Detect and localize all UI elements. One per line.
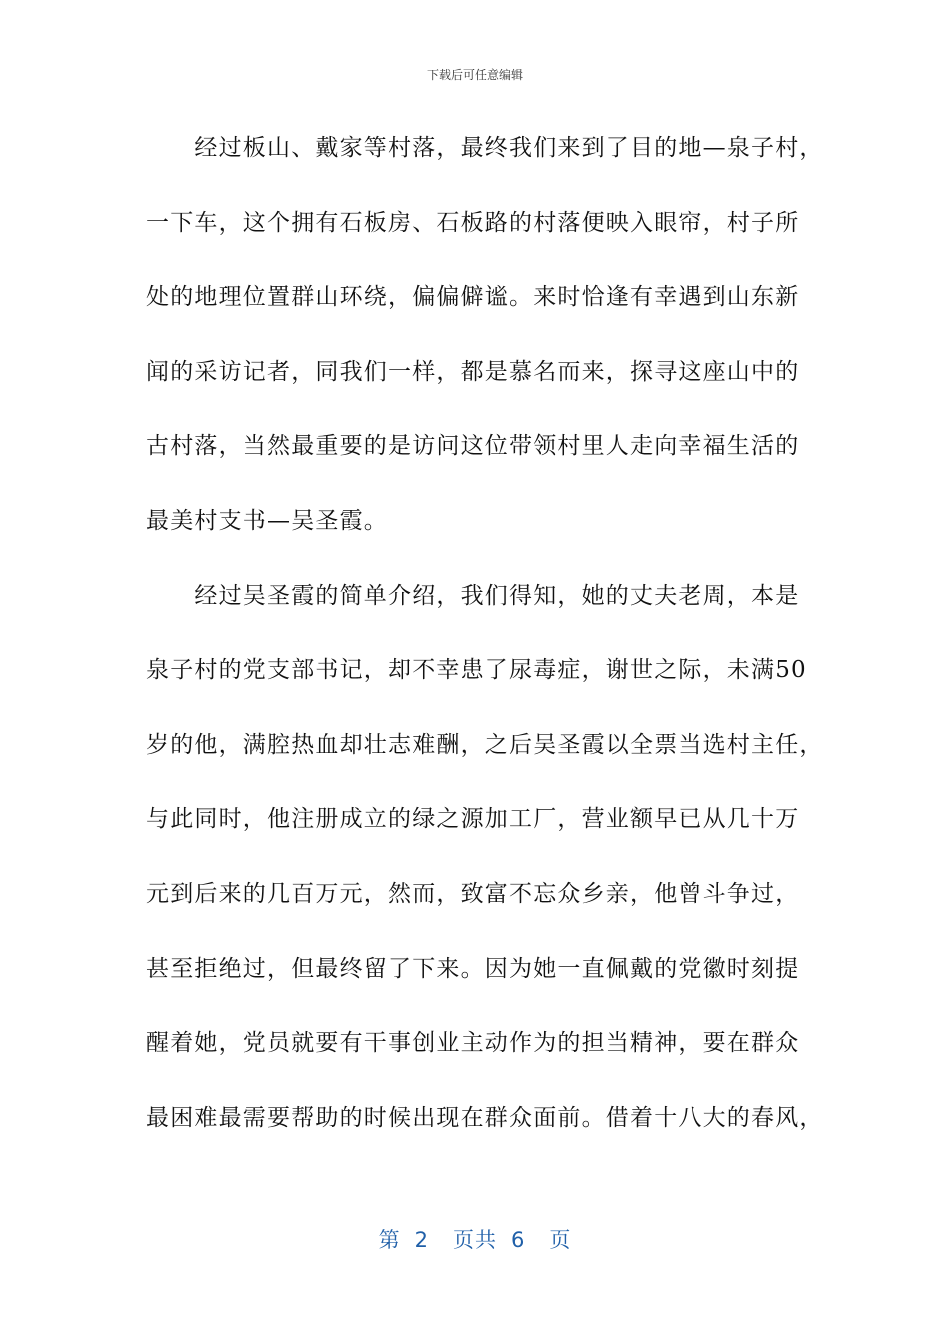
text-line: 处的地理位置群山环绕，偏偏僻谧。来时恰逢有幸遇到山东新 <box>146 284 800 311</box>
total-pages-number: 6 <box>511 1228 526 1252</box>
text-line: 岁的他，满腔热血却壮志难酬，之后吴圣霞以全票当选村主任， <box>146 731 824 758</box>
text-line: 闻的采访记者，同我们一样，都是慕名而来，探寻这座山中的 <box>146 358 800 385</box>
text-line: 最困难最需要帮助的时候出现在群众面前。借着十八大的春风， <box>146 1104 824 1131</box>
footer-suffix: 页 <box>549 1228 572 1252</box>
text-line: 经过板山、戴家等村落，最终我们来到了目的地—泉子村， <box>146 135 824 161</box>
document-body <box>146 128 824 1172</box>
text-line: 与此同时，他注册成立的绿之源加工厂，营业额早已从几十万 <box>146 806 800 833</box>
text-line: 醒着她，党员就要有干事创业主动作为的担当精神，要在群众 <box>146 1030 800 1057</box>
text-line: 经过吴圣霞的简单介绍，我们得知，她的丈夫老周，本是 <box>146 582 800 609</box>
text-line: 古村落，当然最重要的是访问这位带领村里人走向幸福生活的 <box>146 433 800 460</box>
text-line: 甚至拒绝过，但最终留了下来。因为她一直佩戴的党徽时刻提 <box>146 955 800 982</box>
footer-middle: 页共 <box>453 1228 497 1252</box>
footer-prefix: 第 <box>378 1228 401 1252</box>
text-line: 最美村支书—吴圣霞。 <box>146 507 388 534</box>
page-header-note: 下载后可任意编辑 <box>426 68 523 82</box>
page-number-footer <box>0 1224 950 1254</box>
text-line: 一下车，这个拥有石板房、石板路的村落便映入眼帘，村子所 <box>146 209 800 236</box>
text-line: 泉子村的党支部书记，却不幸患了尿毒症，谢世之际，未满50 <box>146 657 807 684</box>
text-line: 元到后来的几百万元，然而，致富不忘众乡亲，他曾斗争过， <box>146 880 800 907</box>
current-page-number: 2 <box>414 1228 429 1252</box>
